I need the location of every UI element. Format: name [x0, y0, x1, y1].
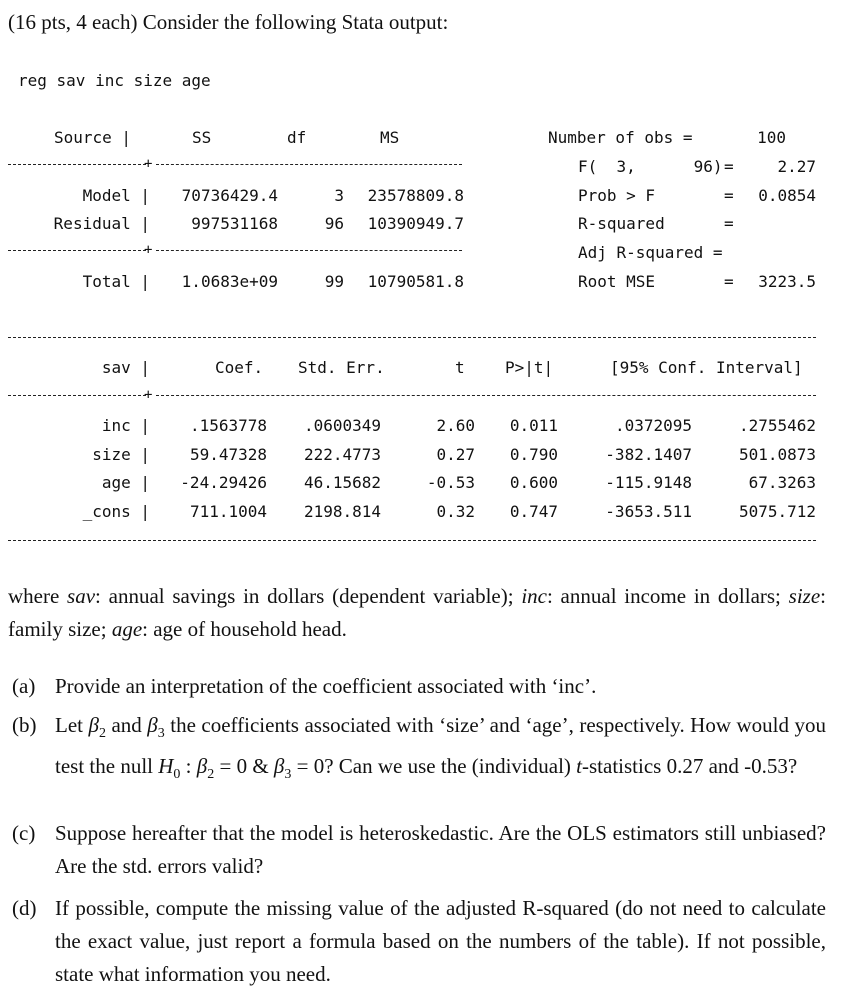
row-coef: 711.1004 — [189, 502, 267, 521]
row-coef: .1563778 — [189, 416, 267, 435]
divider-plus: + — [144, 387, 153, 403]
row-ci-low: -115.9148 — [605, 473, 692, 492]
divider — [8, 250, 146, 251]
row-p: 0.600 — [509, 473, 558, 492]
stat-f-value: 2.27 — [777, 157, 816, 176]
question-c-label: (c) — [12, 821, 36, 845]
anova-header-source: Source | — [53, 128, 131, 147]
coef-header-t: t — [455, 358, 465, 377]
divider — [156, 395, 816, 396]
divider-plus: + — [144, 156, 153, 172]
variable-definitions: where sav: annual savings in dollars (dependent variable); inc: annual income in dollars; size: family size; age: age of household head. — [8, 584, 826, 641]
row-t: 0.27 — [436, 445, 475, 464]
coef-header-var: sav | — [101, 358, 150, 377]
row-ci-high: 501.0873 — [738, 445, 816, 464]
stat-rootmse-value: 3223.5 — [758, 272, 816, 291]
row-ci-high: 5075.712 — [738, 502, 816, 521]
stat-probf-eq: = — [724, 186, 734, 205]
row-p: 0.747 — [509, 502, 558, 521]
anova-model-df: 3 — [334, 186, 344, 205]
row-se: 46.15682 — [303, 473, 381, 492]
anova-model-ms: 23578809.8 — [367, 186, 464, 205]
row-se: 222.4773 — [303, 445, 381, 464]
divider — [156, 250, 462, 251]
row-coef: 59.47328 — [189, 445, 267, 464]
coef-header-ci: [95% Conf. Interval] — [610, 358, 803, 377]
stat-adjr2-label: Adj R-squared = — [578, 243, 723, 262]
anova-total-ms: 10790581.8 — [367, 272, 464, 291]
row-ci-high: 67.3263 — [748, 473, 816, 492]
stat-r2-label: R-squared — [578, 214, 665, 233]
stat-rootmse-label: Root MSE — [578, 272, 656, 291]
stat-f-eq: = — [724, 157, 734, 176]
row-var: _cons | — [82, 502, 150, 521]
coef-header-p: P>|t| — [505, 358, 554, 377]
stat-probf-label: Prob > F — [578, 186, 656, 205]
divider — [8, 337, 816, 338]
coef-header-coef: Coef. — [215, 358, 264, 377]
row-t: -0.53 — [426, 473, 475, 492]
question-d-text: If possible, compute the missing value of the adjusted R-squared (do not need to calculate the exact value, just report a formula based on the numbers of the table). If not possible, state what information you need. — [55, 896, 826, 986]
stat-nobs-value: 100 — [757, 128, 786, 147]
row-ci-low: -382.1407 — [605, 445, 692, 464]
anova-residual-ms: 10390949.7 — [367, 214, 464, 233]
row-se: .0600349 — [303, 416, 381, 435]
anova-total-label: Total | — [82, 272, 150, 291]
row-var: age | — [101, 473, 150, 492]
stat-rootmse-eq: = — [724, 272, 734, 291]
divider — [8, 395, 146, 396]
stat-probf-value: 0.0854 — [758, 186, 816, 205]
divider — [156, 164, 462, 165]
row-t: 2.60 — [436, 416, 475, 435]
stata-command: reg sav inc size age — [18, 71, 211, 90]
question-a-text: Provide an interpretation of the coefficient associated with ‘inc’. — [55, 674, 597, 698]
anova-total-ss: 1.0683e+09 — [181, 272, 278, 291]
divider — [8, 164, 146, 165]
row-ci-low: .0372095 — [614, 416, 692, 435]
anova-residual-label: Residual | — [53, 214, 150, 233]
question-b-text: Let $\beta_2$ and $\beta_3$ the coefficients associated with ‘size’ and ‘age’, respectively. How would you test the null $H_0$ : $\beta_2 = 0$ & $\beta_3 = 0$? Can we use the (individual) t-statistics 0.27 and -0.53? — [55, 713, 827, 783]
anova-header-df: df — [287, 128, 307, 147]
row-t: 0.32 — [436, 502, 475, 521]
anova-model-ss: 70736429.4 — [181, 186, 278, 205]
question-a-label: (a) — [12, 674, 36, 698]
divider-plus: + — [144, 242, 153, 258]
stat-r2-eq: = — [724, 214, 734, 233]
stat-nobs-label: Number of obs = — [548, 128, 693, 147]
anova-header-ms: MS — [380, 128, 400, 147]
anova-residual-ss: 997531168 — [191, 214, 278, 233]
row-se: 2198.814 — [303, 502, 381, 521]
coef-header-se: Std. Err. — [298, 358, 385, 377]
row-ci-low: -3653.511 — [605, 502, 692, 521]
anova-residual-df: 96 — [324, 214, 344, 233]
intro-text: (16 pts, 4 each) Consider the following Stata output: — [8, 10, 449, 34]
divider — [8, 540, 816, 541]
row-p: 0.011 — [509, 416, 558, 435]
row-ci-high: .2755462 — [738, 416, 816, 435]
question-d-label: (d) — [12, 896, 37, 920]
row-var: size | — [92, 445, 150, 464]
anova-model-label: Model | — [82, 186, 150, 205]
row-p: 0.790 — [509, 445, 558, 464]
row-var: inc | — [101, 416, 150, 435]
anova-header-ss: SS — [192, 128, 212, 147]
row-coef: -24.29426 — [180, 473, 267, 492]
stat-f-label: F( 3, 96) — [578, 157, 723, 176]
question-c-text: Suppose hereafter that the model is heteroskedastic. Are the OLS estimators still unbiased? Are the std. errors valid? — [55, 821, 826, 878]
question-b-label: (b) — [12, 713, 37, 737]
anova-total-df: 99 — [324, 272, 344, 291]
